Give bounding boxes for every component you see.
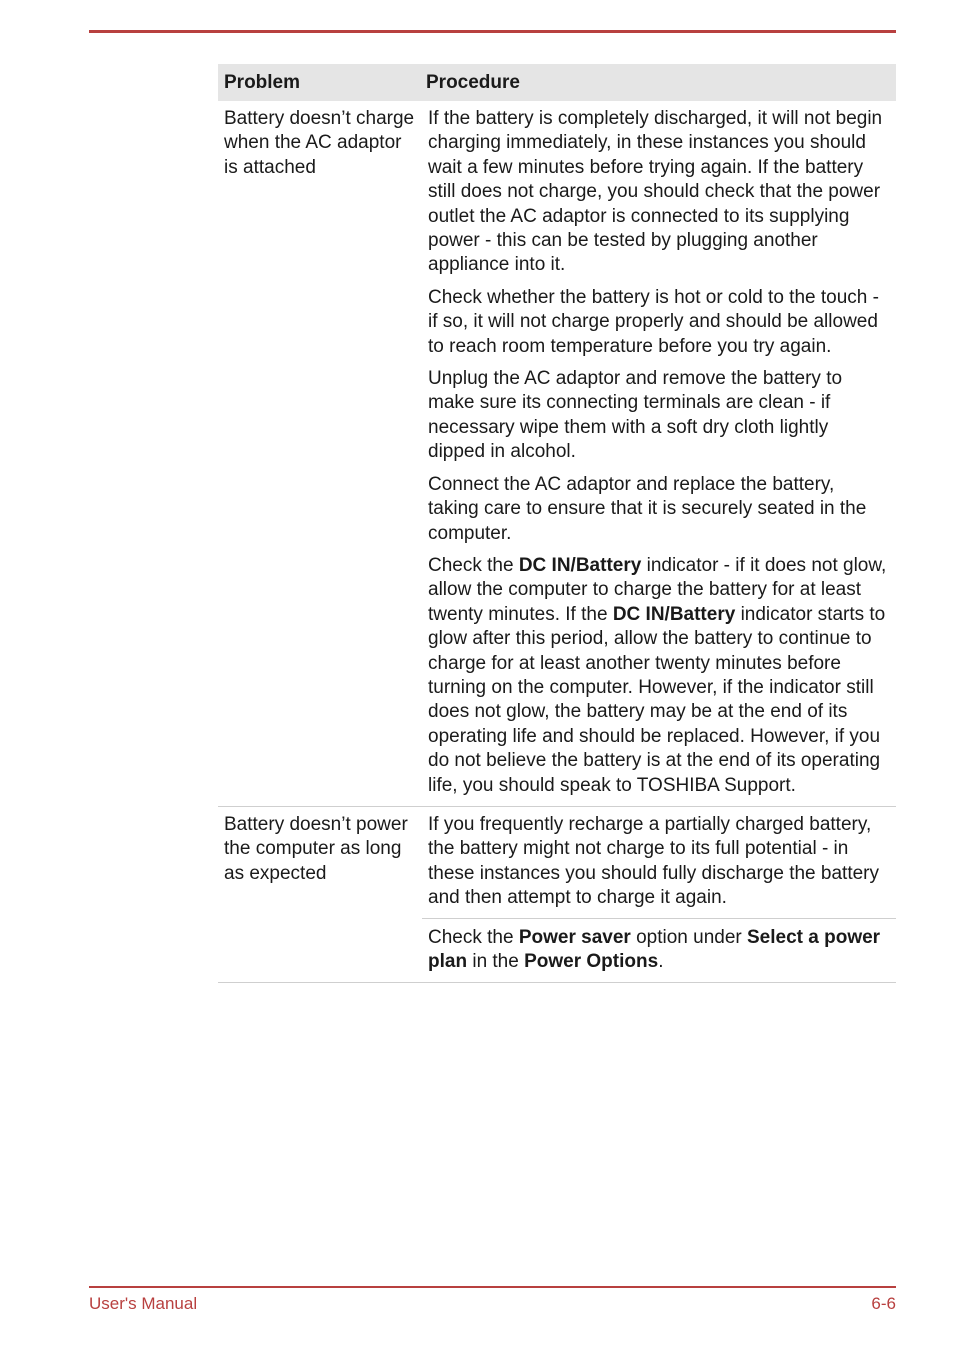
text: option under bbox=[630, 926, 747, 948]
text: indicator starts to glow after this period, allow the battery to continue to charge for at least another twenty minutes before turning on the computer. However, if the indicator still does not glow, the battery may be at the end of its operating life and should be replaced. However, if you do not believe the battery is at the end of its operating life, you should speak to TOSHIBA Support. bbox=[428, 603, 886, 796]
power-saver-term: Power saver bbox=[518, 926, 631, 948]
power-options-term: Power Options bbox=[524, 951, 659, 972]
procedure-paragraph: If the battery is completely discharged, it will not begin charging immediately, in these instances you should wait a few minutes before trying again. If the battery still does not charge, you should check that the power outlet the AC adaptor is connected to its supplying power - this can be tested by plugging another appliance into it. bbox=[428, 108, 883, 276]
text: in the bbox=[467, 951, 525, 972]
procedure-cell bbox=[422, 101, 896, 806]
text: Check the bbox=[428, 926, 519, 948]
procedure-paragraph: Unplug the AC adaptor and remove the battery to make sure its connecting terminals are clean - if necessary wipe them with a soft dry cloth lightly dipped in alcohol. bbox=[428, 368, 843, 463]
text: indicator - if it does not glow, allow the computer to charge the battery for at least twenty minutes. If the bbox=[428, 554, 887, 625]
footer-page-number: 6-6 bbox=[871, 1294, 896, 1313]
footer-manual-title: User's Manual bbox=[89, 1294, 198, 1313]
procedure-paragraph bbox=[422, 554, 896, 806]
dcin-battery-term: DC IN/Battery bbox=[518, 554, 642, 576]
dcin-battery-term: DC IN/Battery bbox=[612, 603, 736, 625]
header-problem: Problem bbox=[224, 71, 301, 93]
text: . bbox=[658, 951, 664, 972]
bottom-rule bbox=[89, 1286, 896, 1288]
procedure-paragraph: Connect the AC adaptor and replace the battery, taking care to ensure that it is securely seated in the computer. bbox=[428, 473, 867, 544]
top-rule bbox=[89, 30, 896, 33]
table-header bbox=[218, 64, 896, 101]
problem-cell: Battery doesn’t charge when the AC adaptor is attached bbox=[224, 108, 415, 178]
text: Check the bbox=[428, 554, 519, 576]
procedure-cell bbox=[422, 807, 896, 982]
troubleshooting-table bbox=[218, 64, 896, 983]
procedure-paragraph bbox=[422, 919, 896, 983]
table-row bbox=[218, 101, 896, 807]
header-procedure: Procedure bbox=[426, 71, 520, 93]
procedure-paragraph: Check whether the battery is hot or cold to the touch - if so, it will not charge properly and should be allowed to reach room temperature before you try again. bbox=[428, 286, 879, 357]
problem-cell: Battery doesn’t power the computer as long as expected bbox=[224, 813, 408, 884]
procedure-paragraph: If you frequently recharge a partially charged battery, the battery might not charge to its full potential - in these instances you should fully discharge the battery and then attempt to charge it again. bbox=[422, 807, 896, 919]
table-row bbox=[218, 807, 896, 983]
select-power-plan-term: Select a power plan bbox=[428, 926, 881, 972]
